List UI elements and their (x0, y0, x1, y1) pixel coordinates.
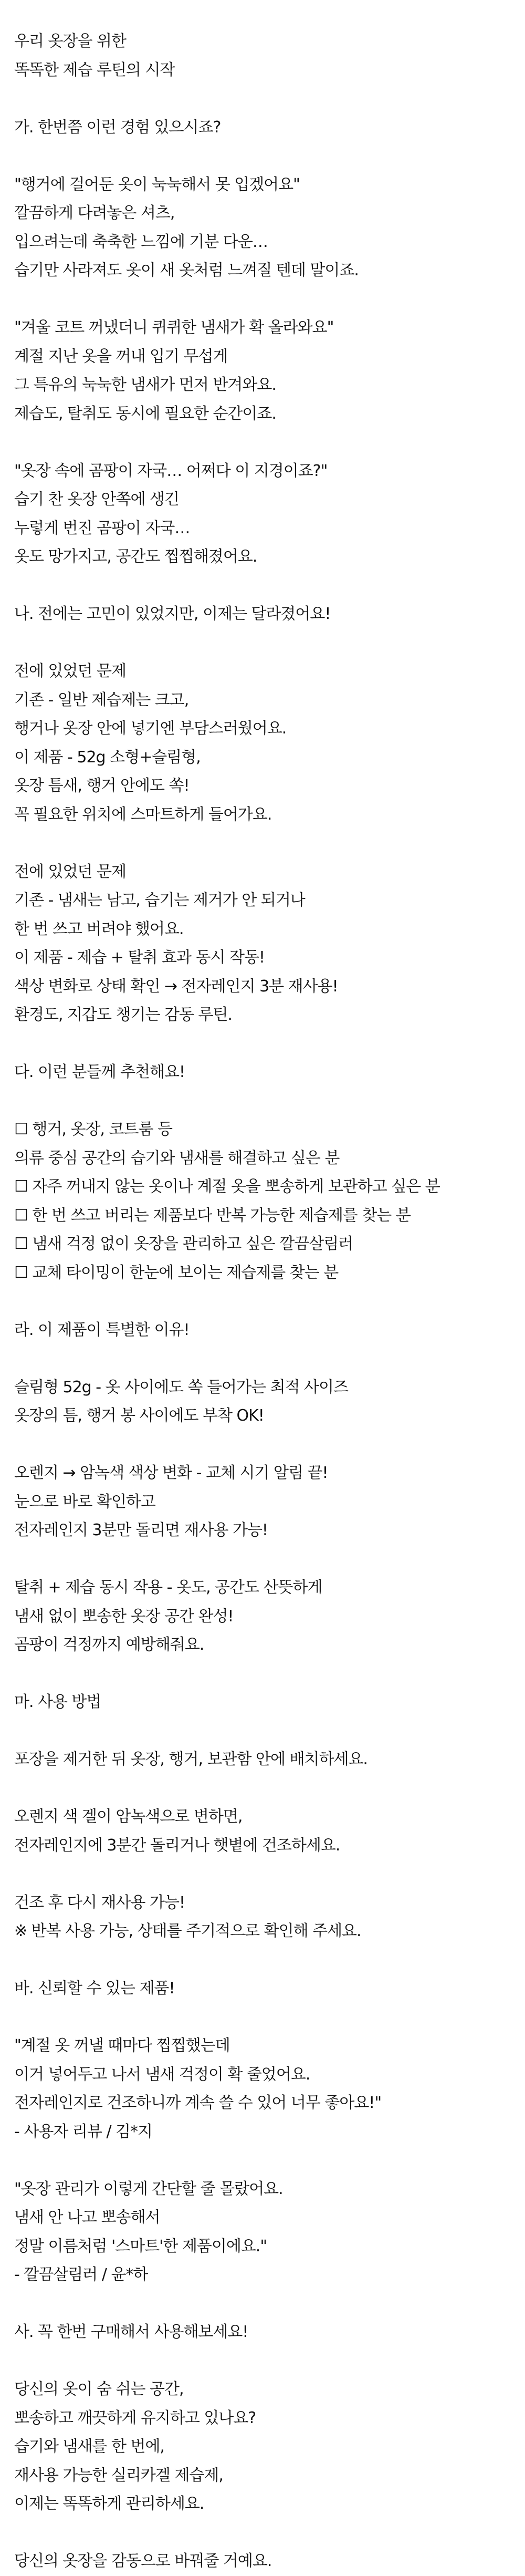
text-line: 슬림형 52g - 옷 사이에도 쏙 들어가는 최적 사이즈 (14, 1378, 348, 1396)
text-line: 눈으로 바로 확인하고 (14, 1492, 155, 1511)
text-line: 우리 옷장을 위한 (14, 32, 126, 50)
text-line: 옷장 틈새, 행거 안에도 쏙! (14, 777, 190, 795)
text-line: 탈취 + 제습 동시 작용 - 옷도, 공간도 산뜻하게 (14, 1578, 322, 1597)
text-line: "계절 옷 꺼낼 때마다 찝찝했는데 (14, 2036, 230, 2055)
text-line: 기존 - 냄새는 남고, 습기는 제거가 안 되거나 (14, 891, 305, 909)
text-line: "행거에 걸어둔 옷이 눅눅해서 못 입겠어요" (14, 175, 300, 194)
text-line: 옷장의 틈, 행거 봉 사이에도 부착 OK! (14, 1406, 264, 1425)
text-line: - 깔끔살림러 / 윤*하 (14, 2265, 148, 2284)
text-line: 냄새 안 나고 뽀송해서 (14, 2208, 160, 2227)
text-line: 바. 신뢰할 수 있는 제품! (14, 1979, 175, 1998)
blank-line (14, 1344, 525, 1373)
blank-line (14, 1774, 525, 1803)
text-line: 깔끔하게 다려놓은 셔츠, (14, 204, 175, 222)
text-line: 환경도, 지갑도 챙기는 감동 루틴. (14, 1006, 232, 1024)
text-line: 나. 전에는 고민이 있었지만, 이제는 달라졌어요! (14, 605, 331, 623)
text-line: 습기 찬 옷장 안쪽에 생긴 (14, 490, 179, 509)
text-line: 똑똑한 제습 루틴의 시작 (14, 60, 175, 79)
blank-line (14, 1030, 525, 1059)
blank-line (14, 285, 525, 314)
text-line: ☐ 행거, 옷장, 코트룸 등 (14, 1120, 172, 1139)
blank-line (14, 2003, 525, 2032)
blank-line (14, 1287, 525, 1316)
text-line: 곰팡이 걱정까지 예방해줘요. (14, 1636, 204, 1654)
text-line: 뽀송하고 깨끗하게 유지하고 있나요? (14, 2408, 256, 2427)
text-line: 한 번 쓰고 버려야 했어요. (14, 919, 184, 938)
text-line: 색상 변화로 상태 확인 → 전자레인지 3분 재사용! (14, 977, 338, 996)
blank-line (14, 1087, 525, 1116)
blank-line (14, 1660, 525, 1689)
text-line: "옷장 속에 곰팡이 자국… 어쩌다 이 지경이죠?" (14, 461, 328, 480)
text-line: ☐ 자주 꺼내지 않는 옷이나 계절 옷을 뽀송하게 보관하고 싶은 분 (14, 1177, 440, 1196)
text-line: 냄새 없이 뽀송한 옷장 공간 완성! (14, 1607, 234, 1626)
text-line: 당신의 옷이 숨 쉬는 공간, (14, 2380, 184, 2398)
blank-line (14, 142, 525, 171)
text-line: 행거나 옷장 안에 넣기엔 부담스러웠어요. (14, 719, 287, 738)
text-line: 가. 한번쯤 이런 경험 있으시죠? (14, 118, 221, 137)
text-line: 이제는 똑똑하게 관리하세요. (14, 2495, 204, 2513)
text-line: 습기만 사라져도 옷이 새 옷처럼 느껴질 텐데 말이죠. (14, 261, 359, 280)
text-line: 기존 - 일반 제습제는 크고, (14, 690, 189, 709)
blank-line (14, 572, 525, 601)
text-line: ※ 반복 사용 가능, 상태를 주기적으로 확인해 주세요. (14, 1922, 361, 1940)
text-line: 습기와 냄새를 한 번에, (14, 2437, 164, 2456)
text-line: 제습도, 탈취도 동시에 필요한 순간이죠. (14, 404, 276, 423)
text-line: 마. 사용 방법 (14, 1693, 101, 1711)
blank-line (14, 1431, 525, 1460)
text-line: 전에 있었던 문제 (14, 662, 126, 680)
text-line: 당신의 옷장을 감동으로 바꿔줄 거예요. (14, 2552, 272, 2570)
text-line: 전자레인지로 건조하니까 계속 쓸 수 있어 너무 좋아요!" (14, 2094, 382, 2112)
blank-line (14, 2146, 525, 2175)
text-line: 전자레인지에 3분간 돌리거나 햇볕에 건조하세요. (14, 1836, 340, 1855)
text-line: 옷도 망가지고, 공간도 찝찝해졌어요. (14, 547, 257, 566)
blank-line (14, 2290, 525, 2319)
text-line: 이 제품 - 제습 + 탈취 효과 동시 작동! (14, 948, 265, 967)
text-line: 건조 후 다시 재사용 가능! (14, 1893, 185, 1912)
text-line: 입으려는데 축축한 느낌에 기분 다운… (14, 232, 268, 251)
text-line: 오렌지 → 암녹색 색상 변화 - 교체 시기 알림 끝! (14, 1464, 328, 1482)
text-line: 포장을 제거한 뒤 옷장, 행거, 보관함 안에 배치하세요. (14, 1750, 368, 1768)
text-line: ☐ 교체 타이밍이 한눈에 보이는 제습제를 찾는 분 (14, 1263, 339, 1282)
text-line: 다. 이런 분들께 추천해요! (14, 1063, 185, 1081)
text-line: 그 특유의 눅눅한 냄새가 먼저 반겨와요. (14, 376, 276, 394)
text-line: "옷장 관리가 이렇게 간단할 줄 몰랐어요. (14, 2179, 283, 2198)
text-line: 재사용 가능한 실리카겔 제습제, (14, 2466, 223, 2485)
blank-line (14, 629, 525, 658)
text-line: 이거 넣어두고 나서 냄새 걱정이 확 줄었어요. (14, 2065, 310, 2084)
text-line: ☐ 냄새 걱정 없이 옷장을 관리하고 싶은 깔끔살림러 (14, 1235, 353, 1253)
blank-line (14, 829, 525, 858)
blank-line (14, 1545, 525, 1574)
text-line: 전에 있었던 문제 (14, 862, 126, 881)
text-line: 정말 이름처럼 '스마트'한 제품이에요." (14, 2237, 267, 2256)
blank-line (14, 1717, 525, 1746)
text-line: 의류 중심 공간의 습기와 냄새를 해결하고 싶은 분 (14, 1149, 340, 1167)
blank-line (14, 2519, 525, 2548)
blank-line (14, 1946, 525, 1975)
text-line: - 사용자 리뷰 / 김*지 (14, 2122, 152, 2141)
text-line: 오렌지 색 겔이 암녹색으로 변하면, (14, 1807, 243, 1826)
text-line: 전자레인지 3분만 돌리면 재사용 가능! (14, 1521, 268, 1539)
text-line: 라. 이 제품이 특별한 이유! (14, 1320, 190, 1339)
text-line: 계절 지난 옷을 꺼내 입기 무섭게 (14, 347, 228, 366)
text-line: 이 제품 - 52g 소형+슬림형, (14, 748, 201, 767)
text-line: ☐ 한 번 쓰고 버리는 제품보다 반복 가능한 제습제를 찾는 분 (14, 1206, 411, 1225)
blank-line (14, 1860, 525, 1889)
text-line: 꼭 필요한 위치에 스마트하게 들어가요. (14, 805, 272, 824)
blank-line (14, 85, 525, 113)
text-line: "겨울 코트 꺼냈더니 퀴퀴한 냄새가 확 올라와요" (14, 318, 334, 337)
blank-line (14, 2347, 525, 2376)
text-line: 누렇게 번진 곰팡이 자국… (14, 519, 190, 537)
text-line: 사. 꼭 한번 구매해서 사용해보세요! (14, 2323, 248, 2341)
blank-line (14, 428, 525, 457)
